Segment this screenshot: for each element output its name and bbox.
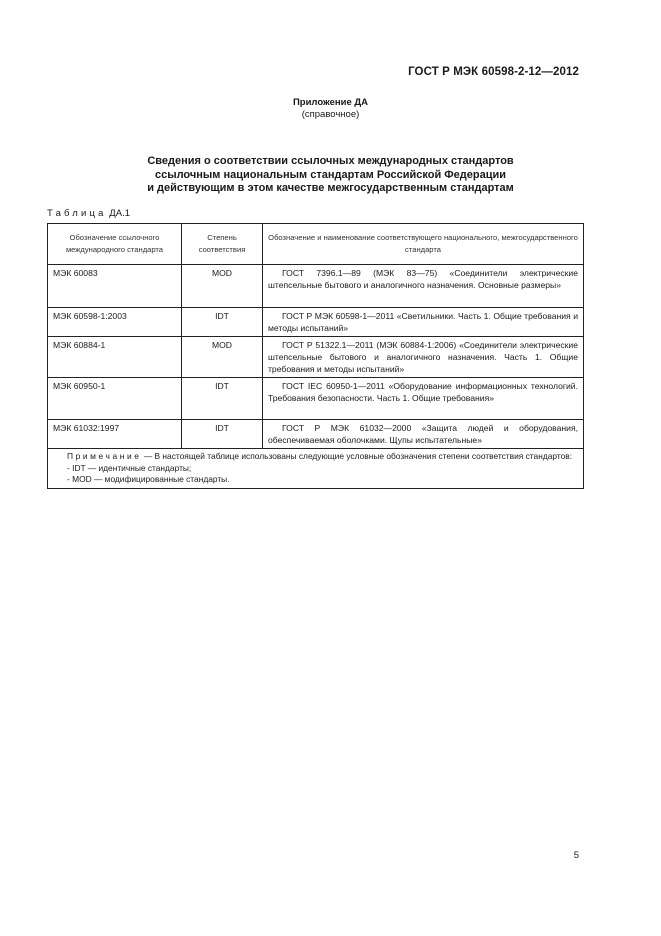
standard-designation: ГОСТ Р МЭК 60598-2-12—2012 <box>408 66 579 78</box>
table-row <box>48 337 584 378</box>
degree-cell: MOD <box>182 337 263 378</box>
intl-standard-cell: МЭК 61032:1997 <box>48 420 182 449</box>
heading-line-1: Сведения о соответствии ссылочных международных стандартов <box>147 155 514 167</box>
degree-cell: IDT <box>182 308 263 337</box>
table-row <box>48 420 584 449</box>
note-text: — В настоящей таблице использованы следующие условные обозначения степени соответствия стандартов: <box>143 451 573 461</box>
table-note-row <box>48 449 584 489</box>
page-number: 5 <box>573 850 579 861</box>
heading-line-3: и действующим в этом качестве межгосударственным стандартам <box>147 182 514 194</box>
intl-standard-cell: МЭК 60598-1:2003 <box>48 308 182 337</box>
note-item-mod: - MOD — модифицированные стандарты. <box>67 474 230 484</box>
national-standard-cell <box>263 378 584 420</box>
national-standard-text: ГОСТ Р МЭК 60598-1—2011 «Светильники. Часть 1. Общие требования и методы испытаний» <box>268 311 578 333</box>
table-note <box>48 449 584 489</box>
national-standard-text: ГОСТ Р 51322.1—2011 (МЭК 60884-1:2006) «Соединители электрические штепсельные бытового и аналогичного назначения. Часть 1. Общие требования и методы испытаний» <box>268 340 578 374</box>
table-header-row <box>48 224 584 265</box>
table-row <box>48 308 584 337</box>
column-header-national: Обозначение и наименование соответствующего национального, межгосударственного стандарта <box>263 224 584 265</box>
correspondence-table <box>47 223 584 489</box>
annex-subtitle: (справочное) <box>301 109 360 120</box>
degree-cell: IDT <box>182 420 263 449</box>
national-standard-cell <box>263 420 584 449</box>
table-caption-prefix: Таблица <box>47 208 107 219</box>
national-standard-text: ГОСТ IEC 60950-1—2011 «Оборудование информационных технологий. Требования безопасности. Часть 1. Общие требования» <box>268 381 578 403</box>
column-header-degree: Степень соответствия <box>182 224 263 265</box>
degree-cell: IDT <box>182 378 263 420</box>
document-heading <box>0 155 661 196</box>
note-item-idt: - IDT — идентичные стандарты; <box>67 462 192 473</box>
intl-standard-cell: МЭК 60950-1 <box>48 378 182 420</box>
national-standard-cell <box>263 308 584 337</box>
national-standard-text: ГОСТ 7396.1—89 (МЭК 83—75) «Соединители электрические штепсельные бытового и аналогичного назначения. Основные размеры» <box>268 268 578 290</box>
table-row <box>48 265 584 308</box>
degree-cell: MOD <box>182 265 263 308</box>
table-row <box>48 378 584 420</box>
table-caption-number: ДА.1 <box>109 208 130 219</box>
annex-title: Приложение ДА <box>292 97 369 108</box>
intl-standard-cell: МЭК 60884-1 <box>48 337 182 378</box>
intl-standard-cell: МЭК 60083 <box>48 265 182 308</box>
heading-line-2: ссылочным национальным стандартам Российской Федерации <box>154 168 507 181</box>
annex-heading <box>0 97 661 121</box>
table-caption <box>47 208 130 219</box>
national-standard-text: ГОСТ Р МЭК 61032—2000 «Защита людей и оборудования, обеспечиваемая оболочками. Щупы испытательные» <box>268 423 578 445</box>
national-standard-cell <box>263 265 584 308</box>
note-label: Примечание <box>67 451 142 461</box>
national-standard-cell <box>263 337 584 378</box>
column-header-intl: Обозначение ссылочного международного стандарта <box>48 224 182 265</box>
